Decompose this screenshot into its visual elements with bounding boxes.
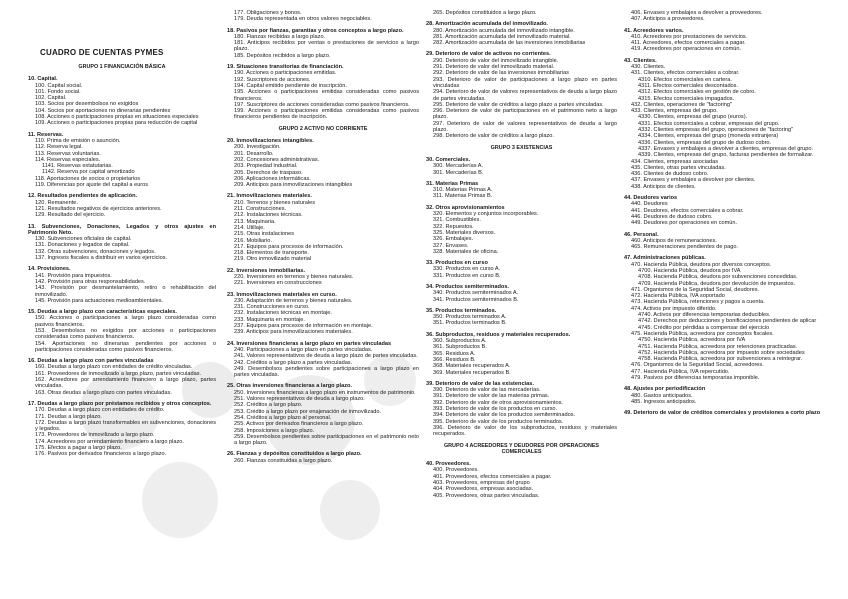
account-section bbox=[28, 358, 216, 396]
account-line: 310. Materias Primas A. bbox=[433, 187, 493, 194]
group-heading: GRUPO 3 EXISTENCIAS bbox=[490, 144, 553, 151]
account-line: 292. Deterioro de valor de las inversiones inmobiliarias bbox=[433, 70, 569, 77]
account-line: 436. Clientes de dudoso cobro. bbox=[631, 171, 709, 178]
account-line: 4336. Clientes, empresas del grupo de dudoso cobro. bbox=[638, 139, 772, 146]
account-line: 241. Valores representativos de deuda a largo plazo de partes vinculadas. bbox=[234, 353, 418, 360]
section-heading: 35. Productos terminados. bbox=[426, 307, 497, 314]
account-line: 231. Construcciones en curso. bbox=[234, 304, 310, 311]
account-section bbox=[28, 266, 216, 304]
account-line: 253. Crédito a largo plazo por enajenación de inmovilizado. bbox=[234, 408, 382, 415]
account-line: 209. Anticipos para inmovilizaciones intangibles bbox=[234, 182, 353, 189]
account-line: 170. Deudas a largo plazo con entidades de crédito. bbox=[35, 407, 165, 414]
account-line: 109. Acciones o participaciones propias para reducción de capital bbox=[35, 120, 198, 127]
account-line: 199. Acciones o participaciones emitidas consideradas como pasivos financieros pendientes de inscripción. bbox=[234, 108, 419, 121]
account-section bbox=[624, 195, 829, 226]
account-line: 160. Deudas a largo plazo con entidades de crédito vinculadas. bbox=[35, 364, 193, 371]
account-line: 331. Productos en curso B. bbox=[433, 272, 501, 279]
account-line: 350. Productos terminados A. bbox=[433, 314, 507, 321]
account-line: 174. Acreedores por arrendamiento financiero a largo plazo. bbox=[35, 438, 184, 445]
account-line: 327. Envases. bbox=[433, 242, 469, 249]
account-line: 129. Resultado del ejercicio. bbox=[35, 212, 106, 219]
account-line: 280. Amortización acumulada del inmovilizado intangible. bbox=[433, 27, 575, 34]
section-heading: 12. Resultados pendientes de aplicación. bbox=[28, 193, 138, 200]
account-line: 100. Capital social. bbox=[35, 82, 83, 89]
section-heading: 32. Otros aprovisionamientos bbox=[426, 204, 505, 211]
account-line: 255. Activos por derivados financieros a largo plazo. bbox=[234, 421, 364, 428]
account-line: 369. Materiales recuperados B. bbox=[433, 369, 511, 376]
account-line: 360. Subproductos A. bbox=[433, 338, 487, 345]
account-line: 297. Deterioro de valor de valores representativos de deuda a largo plazo. bbox=[433, 120, 617, 134]
account-line: 251. Valores representativos de deuda a largo plazo. bbox=[234, 396, 365, 403]
section-heading: 14. Provisiones. bbox=[28, 266, 71, 273]
section-heading: 16. Deudas a largo plazo con partes vinculadas bbox=[28, 358, 154, 365]
account-line: 103. Socios por desembolsos no exigidos bbox=[35, 101, 139, 108]
account-section bbox=[426, 284, 617, 303]
account-line: 171. Deudas a largo plazo. bbox=[35, 413, 102, 420]
account-section bbox=[624, 58, 829, 190]
account-line: 102. Capital. bbox=[35, 95, 67, 102]
section-heading: 17. Deudas a largo plazo por préstamos recibidos y otros conceptos. bbox=[28, 400, 212, 407]
section-heading: 47. Administraciones públicas. bbox=[624, 255, 706, 262]
account-section bbox=[227, 193, 419, 262]
account-line: 145. Provisión para actuaciones medioambientales. bbox=[35, 297, 164, 304]
account-line: 104. Socios por aportaciones no dinerarias pendientes bbox=[35, 107, 171, 114]
section-heading: 18. Pasivos por fianzas, garantías y otros conceptos a largo plazo. bbox=[227, 27, 404, 34]
section-heading: 15. Deudas a largo plazo con características especiales. bbox=[28, 309, 177, 316]
section-heading: 19. Situaciones transitorias de financiación. bbox=[227, 64, 344, 71]
account-section bbox=[624, 386, 829, 405]
section-heading: 23. Inmovilizaciones materiales en curso. bbox=[227, 291, 337, 298]
account-section bbox=[28, 132, 216, 189]
account-line: 210. Terrenos y bienes naturales bbox=[234, 199, 316, 206]
account-line: 476. Organismos de la Seguridad Social, acreedores. bbox=[631, 362, 764, 369]
account-line: 254. Créditos a largo plazo al personal. bbox=[234, 414, 332, 421]
account-line: 259. Desembolsos pendientes sobre participaciones en el patrimonio neto a largo plazo. bbox=[234, 433, 419, 447]
section-heading: 34. Productos semiterminados. bbox=[426, 283, 509, 290]
account-line: 419. Acreedores por operaciones en común. bbox=[631, 46, 742, 53]
section-heading: 24. Inversiones financieras a largo plazo en partes vinculadas bbox=[227, 340, 392, 347]
account-line: 173. Proveedores de inmovilizado a largo plazo. bbox=[35, 432, 155, 439]
account-line: 390. Deterioro de valor de las mercaderías. bbox=[433, 387, 541, 394]
account-line: 392. Deterioro de valor de otros aprovisionamientos. bbox=[433, 399, 563, 406]
account-line: 190. Acciones o participaciones emitidas. bbox=[234, 70, 337, 77]
account-line: 242. Créditos a largo plazo a partes vinculadas. bbox=[234, 359, 353, 366]
account-line: 403. Proveedores, empresas del grupo bbox=[433, 480, 530, 486]
account-line: 326. Embalajes. bbox=[433, 236, 474, 243]
account-line: 4331. Efectos comerciales a cobrar, empresas del grupo. bbox=[638, 120, 780, 127]
account-line: 202. Concesiones administrativas. bbox=[234, 156, 320, 163]
account-line: 411. Acreedores, efectos comerciales a pagar. bbox=[631, 40, 746, 47]
account-line: 296. Deterioro de valor de participaciones en el patrimonio neto a largo plazo. bbox=[433, 108, 617, 121]
account-line: 391. Deterioro de valor de las materias primas. bbox=[433, 393, 550, 400]
account-line: 410. Acreedores por prestaciones de servicios. bbox=[631, 33, 748, 40]
account-line: 4750. Hacienda Pública, acreedora por IVA bbox=[638, 337, 746, 344]
account-line: 233. Maquinaria en montaje. bbox=[234, 316, 305, 323]
account-section bbox=[227, 341, 419, 379]
account-line: 393. Deterioro de valor de los productos en curso. bbox=[433, 406, 558, 413]
account-line: 472. Hacienda Pública, IVA soportado bbox=[631, 293, 725, 300]
account-line: 4740. Activos por diferencias temporarias deducibles. bbox=[638, 312, 771, 319]
account-line: 252. Créditos a largo plazo. bbox=[234, 402, 303, 409]
account-line: 192. Suscriptores de acciones. bbox=[234, 76, 311, 83]
account-section bbox=[426, 181, 617, 200]
section-heading: 29. Deterioro de valor de activos no corrientes. bbox=[426, 51, 551, 58]
account-line: 132. Otras subvenciones, donaciones y legados. bbox=[35, 248, 156, 255]
section-heading: 40. Proveedores. bbox=[426, 461, 471, 468]
section-heading: 46. Personal. bbox=[624, 231, 659, 238]
account-line: 475. Hacienda Pública, acreedora por conceptos fiscales. bbox=[631, 330, 774, 337]
account-line: 175. Efectos a pagar a largo plazo. bbox=[35, 445, 122, 452]
account-line: 154. Aportaciones no dinerarias pendientes por acciones o participaciones consideradas como pasivos financieros. bbox=[35, 340, 216, 353]
account-line: 295. Deterioro de valor de créditos a largo plazo a partes vinculadas. bbox=[433, 101, 604, 108]
account-section bbox=[227, 292, 419, 336]
account-line: 4330. Clientes, empresas del grupo (euros). bbox=[638, 114, 748, 121]
account-line: 4751. Hacienda Pública, acreedora por retenciones practicadas. bbox=[638, 343, 798, 350]
account-line: 162. Acreedores por arrendamiento financiero a largo plazo, partes vinculadas. bbox=[35, 377, 216, 390]
account-line: 176. Pasivos por derivados financieros a largo plazo. bbox=[35, 451, 167, 458]
section-heading: 31. Materias Primas bbox=[426, 180, 479, 187]
section-heading: 20. Inmovilizaciones intangibles. bbox=[227, 138, 314, 145]
account-section bbox=[426, 21, 617, 46]
account-line: 368. Materiales recuperados A. bbox=[433, 363, 511, 370]
account-section bbox=[227, 64, 419, 121]
section-heading: 30. Comerciales. bbox=[426, 156, 471, 163]
account-line: 218. Elementos de transporte. bbox=[234, 250, 309, 257]
account-line: 430. Clientes. bbox=[631, 64, 666, 71]
account-line: 200. Investigación. bbox=[234, 144, 281, 151]
section-heading: 44. Deudores varios bbox=[624, 195, 678, 202]
account-line: 394. Deterioro de valor de los productos semiterminados. bbox=[433, 412, 576, 419]
account-line: 131. Donaciones y legados de capital. bbox=[35, 242, 130, 249]
account-line: 404. Proveedores, empresas asociadas. bbox=[433, 486, 534, 493]
column-2 bbox=[227, 10, 419, 469]
account-line: 4334. Clientes, empresas del grupo (moneda extranjera) bbox=[638, 133, 779, 140]
section-heading: 21. Inmovilizaciones materiales. bbox=[227, 193, 312, 200]
account-line: 197. Suscriptores de acciones consideradas como pasivos financieros. bbox=[234, 101, 410, 108]
section-heading: 25. Otras inversiones financieras a largo plazo. bbox=[227, 383, 352, 390]
account-line: 212. Instalaciones técnicas. bbox=[234, 212, 303, 219]
account-line: 143. Provisión por desmantelamiento, retiro o rehabilitación del inmovilizado. bbox=[35, 285, 216, 298]
account-line: 179. Deuda representada en otros valores negociables. bbox=[234, 16, 372, 23]
account-line: 365. Residuos A. bbox=[433, 350, 476, 357]
account-line: 240. Participaciones a largo plazo en partes vinculadas. bbox=[234, 346, 373, 353]
account-section bbox=[28, 193, 216, 218]
account-section bbox=[426, 461, 617, 499]
account-line: 217. Equipos para procesos de información. bbox=[234, 243, 344, 250]
account-line: 205. Derechos de traspaso. bbox=[234, 169, 303, 176]
account-line: 120. Remanente. bbox=[35, 199, 78, 206]
account-line: 4745. Crédito por pérdidas a compensar del ejercicio bbox=[638, 324, 770, 331]
account-line: 301. Mercaderías B. bbox=[433, 169, 484, 176]
account-section bbox=[28, 76, 216, 126]
account-line: 431. Clientes, efectos comerciales a cobrar. bbox=[631, 70, 740, 77]
account-section bbox=[624, 410, 829, 416]
account-line: 351. Productos terminados B. bbox=[433, 320, 507, 327]
account-line: 298. Deterioro de valor de créditos a largo plazo. bbox=[433, 133, 554, 140]
account-line: 320. Elementos y conjuntos incorporables. bbox=[433, 211, 539, 218]
account-line: 110. Prima de emisión o asunción. bbox=[35, 137, 121, 144]
account-line: 220. Inversiones en terrenos y bienes naturales. bbox=[234, 273, 354, 280]
account-line: 437. Envases y embalajes a devolver por clientes. bbox=[631, 177, 756, 184]
account-line: 258. Imposiciones a largo plazo. bbox=[234, 427, 315, 434]
account-line: 108. Acciones o participaciones propias en situaciones especiales bbox=[35, 114, 199, 121]
account-section bbox=[227, 10, 419, 23]
account-line: 325. Materiales diversos. bbox=[433, 229, 496, 236]
account-line: 215. Otras instalaciones bbox=[234, 231, 295, 238]
account-line: 477. Hacienda Pública, IVA repercutido. bbox=[631, 368, 730, 375]
account-line: 219. Otro inmovilizado material bbox=[234, 256, 312, 263]
account-line: 4315. Efectos comerciales impagados. bbox=[638, 95, 735, 102]
group-heading: GRUPO 1 FINANCIACIÓN BÁSICA bbox=[78, 64, 166, 70]
account-line: 119. Diferencias por ajuste del capital a euros bbox=[35, 182, 149, 189]
account-line: 405. Proveedores, otras partes vinculadas. bbox=[433, 492, 540, 499]
account-section bbox=[28, 309, 216, 353]
account-line: 330. Productos en curso A. bbox=[433, 266, 501, 273]
account-line: 473. Hacienda Pública, retenciones y pagos a cuenta. bbox=[631, 299, 765, 306]
account-line: 440. Deudores bbox=[631, 201, 668, 208]
account-line: 293. Deterioro de valor de participaciones a largo plazo en partes vinculadas bbox=[433, 76, 617, 89]
account-line: 341. Productos semiterminados B. bbox=[433, 296, 519, 303]
account-line: 260. Fianzas constituidas a largo plazo. bbox=[234, 457, 333, 464]
account-line: 485. Ingresos anticipados. bbox=[631, 398, 697, 405]
account-line: 480. Gastos anticipados. bbox=[631, 392, 693, 399]
account-line: 4312. Efectos comerciales en gestión de cobro. bbox=[638, 89, 756, 96]
account-section bbox=[624, 28, 829, 53]
account-line: 281. Amortización acumulada del inmovilizado material. bbox=[433, 33, 571, 40]
account-line: 249. Desembolsos pendientes sobre participaciones a largo plazo en partes vinculadas. bbox=[234, 365, 419, 379]
account-line: 206. Aplicaciones informáticas. bbox=[234, 175, 311, 182]
account-line: 230. Adaptación de terrenos y bienes naturales. bbox=[234, 297, 353, 304]
account-line: 211. Construcciones. bbox=[234, 206, 287, 213]
account-line: 4310. Efectos comerciales en cartera. bbox=[638, 76, 732, 83]
account-line: 465. Remuneraciones pendientes de pago. bbox=[631, 244, 738, 251]
account-line: 121. Resultados negativos de ejercicios anteriores. bbox=[35, 205, 162, 212]
group-heading: GRUPO 2 ACTIVO NO CORRIENTE bbox=[278, 125, 368, 132]
account-line: 4700. Hacienda Pública, deudora por IVA bbox=[638, 267, 741, 274]
account-line: 213. Maquinaria. bbox=[234, 218, 276, 225]
account-line: 118. Aportaciones de socios o propietarios bbox=[35, 175, 140, 182]
account-line: 470. Hacienda Pública, deudora por diversos conceptos. bbox=[631, 261, 772, 268]
account-line: 180. Fianzas recibidas a largo plazo. bbox=[234, 33, 326, 40]
account-line: 282. Amortización acumulada de las inversiones inmobiliarias bbox=[433, 40, 586, 47]
section-heading: 10. Capital. bbox=[28, 76, 58, 83]
account-line: 434. Clientes, empresas asociadas bbox=[631, 158, 719, 165]
account-line: 294. Deterioro de valor de valores representativos de deuda a largo plazo de partes vinculadas. bbox=[433, 89, 617, 102]
section-heading: 48. Ajustes por periodificación bbox=[624, 386, 706, 393]
account-line: 311. Materias Primas B. bbox=[433, 193, 493, 200]
account-section bbox=[426, 51, 617, 139]
section-heading: 13. Subvenciones, Donaciones, Legados y otros ajustes en Patrimonio Neto. bbox=[28, 223, 216, 236]
account-line: 366. Residuos B. bbox=[433, 356, 476, 363]
account-line: 300. Mercaderías A. bbox=[433, 163, 484, 170]
account-line: 185. Depósitos recibidos a largo plazo. bbox=[234, 52, 331, 59]
account-line: 1141. Reservas estatutarias. bbox=[42, 163, 113, 170]
account-section bbox=[426, 157, 617, 176]
account-line: 137. Ingresos fiscales a distribuir en varios ejercicios. bbox=[35, 255, 168, 262]
account-line: 4311. Efectos comerciales descontados. bbox=[638, 82, 739, 89]
column-3 bbox=[426, 10, 617, 504]
account-line: 142. Provisión para otras responsabilidades. bbox=[35, 278, 146, 285]
account-line: 4758. Hacienda Pública, acreedora por subvenciones a reintegrar. bbox=[638, 356, 803, 363]
section-heading: 26. Fianzas y depósitos constituidos a largo plazo. bbox=[227, 451, 362, 458]
column-1 bbox=[28, 10, 216, 463]
account-section bbox=[227, 28, 419, 59]
section-heading: 41. Acreedores varios. bbox=[624, 27, 684, 34]
section-heading: 39. Deterioro de valor de las existencias. bbox=[426, 380, 534, 387]
section-heading: 11. Reservas. bbox=[28, 131, 64, 138]
account-line: 163. Otras deudas a largo plazo con partes vinculadas. bbox=[35, 389, 172, 396]
account-line: 290. Deterioro de valor del inmovilizado intangible. bbox=[433, 57, 559, 64]
section-heading: 36. Subproductos, residuos y materiales recuperados. bbox=[426, 331, 571, 338]
account-line: 1142. Reserva por capital amortizado bbox=[42, 169, 135, 176]
account-section bbox=[624, 10, 829, 23]
account-line: 194. Capital emitido pendiente de inscripción. bbox=[234, 82, 347, 89]
account-line: 161. Proveedores de inmovilizado a largo plazo, partes vinculadas. bbox=[35, 370, 202, 377]
account-line: 400. Proveedores. bbox=[433, 467, 479, 474]
account-line: 216. Mobiliario. bbox=[234, 237, 272, 244]
account-section bbox=[624, 232, 829, 251]
account-line: 328. Materiales de oficina. bbox=[433, 248, 499, 255]
account-line: 361. Subproductos B. bbox=[433, 344, 487, 351]
account-section bbox=[426, 205, 617, 255]
account-line: 407. Anticipos a proveedores. bbox=[631, 16, 705, 23]
account-line: 449. Deudores por operaciones en común. bbox=[631, 220, 738, 227]
account-line: 433. Clientes, empresas del grupo. bbox=[631, 108, 718, 115]
account-section bbox=[624, 255, 829, 381]
account-section bbox=[227, 383, 419, 446]
account-line: 177. Obligaciones y bonos. bbox=[234, 10, 302, 16]
account-line: 181. Anticipos recibidos por ventas o prestaciones de servicios a largo plazo. bbox=[234, 40, 419, 53]
account-line: 201. Desarrollo. bbox=[234, 150, 274, 157]
account-line: 474. Activos por impuesto diferido. bbox=[631, 305, 717, 312]
account-section bbox=[28, 224, 216, 262]
account-line: 291. Deterioro de valor del inmovilizado material. bbox=[433, 64, 555, 71]
account-line: 438. Anticipos de clientes. bbox=[631, 183, 696, 190]
account-line: 195. Acciones o participaciones emitidas consideradas como pasivos financieros. bbox=[234, 89, 419, 102]
section-heading: 22. Inversiones inmobiliarias. bbox=[227, 267, 306, 274]
account-line: 113. Reservas voluntarias. bbox=[35, 150, 101, 157]
account-line: 130. Subvenciones oficiales de capital. bbox=[35, 236, 132, 243]
account-line: 153. Desembolsos no exigidos por acciones o participaciones consideradas como pasivos financieros. bbox=[35, 327, 216, 341]
account-section bbox=[227, 138, 419, 188]
account-line: 214. Utillaje. bbox=[234, 224, 265, 231]
account-line: 340. Productos semiterminados A. bbox=[433, 290, 519, 297]
account-line: 460. Anticipos de remuneraciones. bbox=[631, 237, 717, 244]
account-line: 4709. Hacienda Pública, deudora por devolución de impuestos. bbox=[638, 280, 796, 287]
account-line: 203. Propiedad industrial. bbox=[234, 163, 298, 170]
account-section bbox=[426, 381, 617, 438]
account-line: 4742. Derechos por deducciones y bonificaciones pendientes de aplicar bbox=[638, 318, 817, 325]
account-line: 4332. Clientes empresas del grupo, operaciones de "factoring" bbox=[638, 127, 794, 134]
section-heading: 28. Amortización acumulada del inmovilizado. bbox=[426, 21, 548, 28]
document-title: CUADRO DE CUENTAS PYMES bbox=[40, 48, 164, 57]
account-line: 322. Repuestos. bbox=[433, 223, 474, 230]
account-line: 432. Clientes, operaciones de "factoring" bbox=[631, 101, 732, 108]
account-line: 396. Deterioro de valor de los subproductos, residuos y materiales recuperados. bbox=[433, 424, 617, 438]
account-section bbox=[426, 10, 617, 16]
account-section bbox=[28, 401, 216, 458]
account-line: 4752. Hacienda Pública, acreedora por impuesto sobre sociedades bbox=[638, 349, 805, 356]
section-heading: 49. Deterioro de valor de créditos comerciales y provisiones a corto plazo bbox=[624, 410, 821, 417]
account-line: 172. Deudas a largo plazo transformables en subvenciones, donaciones y legados. bbox=[35, 419, 216, 433]
account-section bbox=[227, 451, 419, 464]
account-line: 4337. Envases y embalajes a devolver a clientes, empresas del grupo. bbox=[638, 145, 814, 152]
account-line: 237. Equipos para procesos de información en montaje. bbox=[234, 323, 373, 330]
account-line: 441. Deudores, efectos comerciales a cobrar. bbox=[631, 207, 744, 214]
account-line: 114. Reservas especiales. bbox=[35, 156, 101, 163]
column-4 bbox=[624, 10, 829, 422]
account-line: 265. Depósitos constituidos a largo plazo. bbox=[433, 10, 537, 16]
account-section bbox=[426, 308, 617, 327]
account-section bbox=[426, 260, 617, 279]
account-line: 232. Instalaciones técnicas en montaje. bbox=[234, 310, 332, 317]
account-section bbox=[426, 332, 617, 376]
group-heading: GRUPO 4 ACREEDORES Y DEUDORES POR OPERACIONES COMERCIALES bbox=[443, 442, 600, 455]
account-line: 446. Deudores de dudoso cobro. bbox=[631, 213, 713, 220]
account-line: 4339. Clientes, empresas del grupo, facturas pendientes de formalizar. bbox=[638, 152, 814, 159]
account-line: 221. Inversiones en construcciones bbox=[234, 280, 322, 287]
account-line: 435. Clientes, otras partes vinculadas. bbox=[631, 164, 726, 171]
account-line: 250. Inversiones financieras a largo plazo en instrumentos de patrimonio. bbox=[234, 389, 416, 396]
account-line: 395. Deterioro de valor de los productos terminados. bbox=[433, 418, 564, 425]
account-line: 101. Fondo social. bbox=[35, 88, 81, 95]
section-heading: 43. Clientes. bbox=[624, 57, 657, 64]
account-line: 150. Acciones o participaciones a largo plazo consideradas como pasivos financieros. bbox=[35, 315, 216, 328]
section-heading: 33. Productos en curso bbox=[426, 260, 488, 267]
account-line: 406. Envases y embalajes a devolver a proveedores. bbox=[631, 10, 763, 16]
account-line: 479. Pasivos por diferencias temporarias imponible. bbox=[631, 375, 760, 382]
account-section bbox=[227, 268, 419, 287]
account-line: 471. Organismos de la Seguridad Social, deudores. bbox=[631, 286, 760, 293]
account-line: 112. Reserva legal. bbox=[35, 144, 83, 151]
account-line: 4708. Hacienda Pública, deudora por subvenciones concedidas. bbox=[638, 274, 798, 281]
account-line: 239. Anticipos para inmovilizaciones materiales. bbox=[234, 329, 353, 336]
account-line: 141. Provisión para impuestos. bbox=[35, 272, 112, 279]
account-line: 401. Proveedores, efectos comerciales a pagar. bbox=[433, 473, 552, 480]
account-line: 321. Combustibles. bbox=[433, 217, 481, 224]
